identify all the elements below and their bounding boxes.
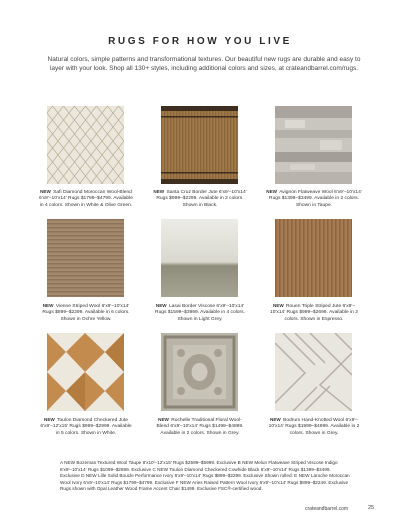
- rug-image-rochelle: [161, 333, 238, 411]
- rug-caption: NEW Rouen Triple Striped Jute 6'x9'–10'x14' Rugs $999–$2699. Available in 2 colors. Shown in Espresso.: [270, 303, 358, 322]
- intro-paragraph: Natural colors, simple patterns and transformational textures. Our beautiful new rugs are durable and easy to layer with your look. Shop all 130+ styles, including additional colors and sizes, at crateandbarrel.com/rugs.: [47, 56, 361, 72]
- rug-image-rouen: [275, 219, 352, 297]
- site-url: crateandbarrel.com: [305, 506, 349, 512]
- rug-caption: NEW Santa Cruz Border Jute 6'x9'–10'x14' Rugs $999–$2299. Available in 2 colors. Shown in Black.: [153, 189, 247, 208]
- rug-image-bodrum: [275, 333, 352, 411]
- rug-image-santa-cruz: [161, 106, 238, 184]
- rug-caption: NEW Safi Diamond Moroccan Wool-Blend 6'x9'–10'x14' Rugs $1799–$4799. Available in 4 colors. Shown in White & Olive Green.: [39, 189, 133, 208]
- page-number: 25: [368, 505, 375, 511]
- rug-image-toulon: [47, 333, 124, 411]
- rug-caption: NEW Lasai Border Viscose 6'x9'–10'x14' Rugs $1599–$3999. Available in 4 colors. Shown in Light Grey.: [155, 303, 245, 322]
- rug-caption: NEW Bodrum Hand-Knotted Wool 6'x9'–10'x14' Rugs $1999–$4999. Available in 2 colors. Shown in Grey.: [268, 417, 360, 436]
- footer-caption: A NEW Bozeman Textured Wool Taupe 8'x10'–12'x15' Rugs $2599–$5999. Exclusive B NEW Melun Flatweave Striped Viscose Indigo 6'x9'–10'x14' Rugs $1099–$2899. Exclusive C NEW Toulon Diamond Checkered Cowhide Black 6'x9'–10'x14' Rugs $1399–$3499. Exclusive D NEW Lille Solid Boucle Performance Ivory 6'x9'–10'x14' Rugs $899–$2299. Exclusive Shown rolled: E NEW Laroche Moroccan Wool Ivory 6'x9'–10'x14' Rugs $1799–$4799. Exclusive F NEW Aries Raised Pattern Wool Ivory 6'x9'–10'x14' Rugs $899–$2249. Exclusive Rugs shown with Opal Leather Wood Frame Accent Chair $1499. Exclusive FSC®-certified wood.: [60, 460, 350, 492]
- rug-image-avignon: [275, 106, 352, 184]
- rug-image-vienne: [47, 219, 124, 297]
- rug-caption: NEW Vienne Striped Wool 6'x9'–10'x14' Rugs $899–$2299. Available in 6 colors. Shown in Ochre Yellow.: [42, 303, 130, 322]
- rug-image-lasai: [161, 219, 238, 297]
- page-title: RUGS FOR HOW YOU LIVE: [108, 36, 292, 47]
- rug-caption: NEW Avignon Flatweave Wool 6'x9'–10'x14' Rugs $1399–$3499. Available in 2 colors. Shown in Taupe.: [266, 189, 362, 208]
- rug-caption: NEW Rochelle Traditional Floral Wool-Blend 6'x9'–10'x14' Rugs $1499–$4899. Available in 2 colors. Shown in Grey.: [156, 417, 244, 436]
- rug-caption: NEW Toulon Diamond Checkered Jute 6'x9'–12'x15' Rugs $999–$2999. Available in 5 colors. Shown in White.: [40, 417, 132, 436]
- rug-image-safi: [47, 106, 124, 184]
